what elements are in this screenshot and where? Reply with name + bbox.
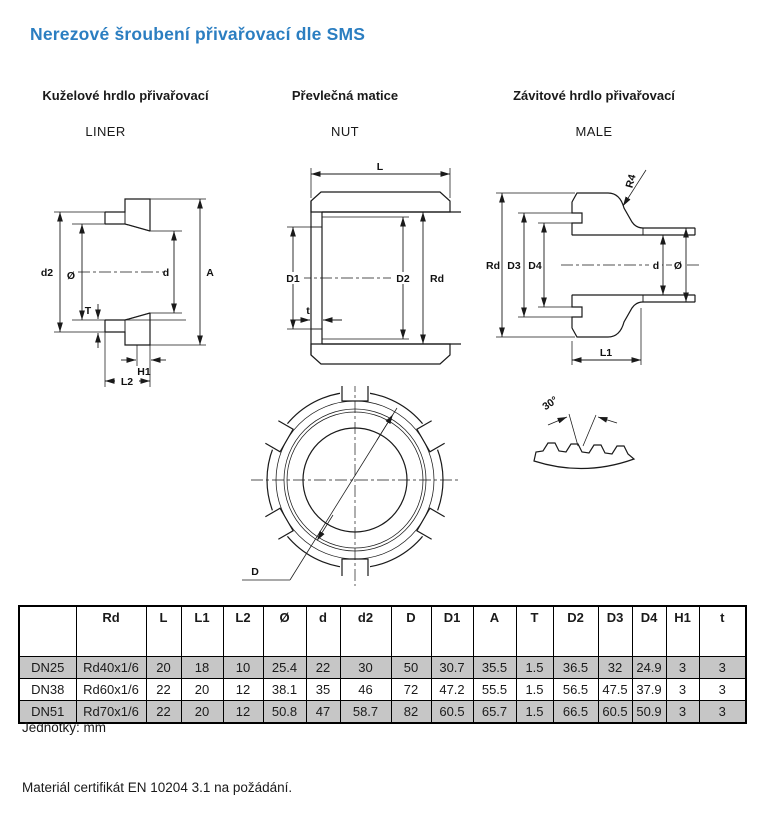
nut-front-view bbox=[240, 386, 472, 604]
table-cell: 66.5 bbox=[553, 701, 598, 724]
nut-label-rd: Rd bbox=[430, 273, 444, 285]
male-label-d3: D3 bbox=[507, 260, 521, 272]
table-cell: 46 bbox=[340, 679, 391, 701]
table-cell: 65.7 bbox=[473, 701, 516, 724]
thread-angle-arrow-left bbox=[548, 417, 567, 425]
table-row bbox=[19, 679, 746, 701]
table-row bbox=[19, 657, 746, 679]
table-cell: 1.5 bbox=[516, 701, 553, 724]
table-cell: 55.5 bbox=[473, 679, 516, 701]
table-header-cell: Ø bbox=[263, 606, 306, 657]
table-row bbox=[19, 701, 746, 724]
nut-label-t: t bbox=[306, 305, 310, 317]
liner-drawing bbox=[14, 155, 244, 400]
nut-hatch-wall-top bbox=[311, 212, 322, 227]
nut-label-d-front: D bbox=[251, 566, 259, 578]
table-cell: 3 bbox=[699, 679, 746, 701]
male-hatch-top bbox=[572, 193, 643, 235]
table-header-cell: d bbox=[306, 606, 340, 657]
table-cell: 20 bbox=[181, 701, 223, 724]
table-cell: 82 bbox=[391, 701, 431, 724]
table-cell: 56.5 bbox=[553, 679, 598, 701]
male-label-l1: L1 bbox=[599, 347, 613, 359]
table-header-cell: D1 bbox=[431, 606, 473, 657]
table-cell: 3 bbox=[666, 679, 699, 701]
male-label-dia: Ø bbox=[673, 260, 683, 272]
heading-male: Závitové hrdlo přivařovací bbox=[513, 88, 675, 103]
male-hatch-pipe-bottom bbox=[643, 295, 695, 302]
table-cell: 30.7 bbox=[431, 657, 473, 679]
table-cell: 47.2 bbox=[431, 679, 473, 701]
nut-hatch-wall-bottom bbox=[311, 329, 322, 344]
table-cell: 25.4 bbox=[263, 657, 306, 679]
table-cell: 22 bbox=[306, 657, 340, 679]
code-male: MALE bbox=[575, 124, 613, 139]
table-cell: 1.5 bbox=[516, 679, 553, 701]
table-header-cell: L1 bbox=[181, 606, 223, 657]
table-header-cell: A bbox=[473, 606, 516, 657]
liner-label-d2: d2 bbox=[40, 267, 54, 279]
table-cell: 22 bbox=[146, 701, 181, 724]
thread-profile bbox=[534, 443, 634, 469]
male-extension-lines bbox=[496, 193, 641, 365]
nut-label-l: L bbox=[376, 161, 384, 173]
table-cell: 60.5 bbox=[431, 701, 473, 724]
table-cell: 35 bbox=[306, 679, 340, 701]
table-cell: 38.1 bbox=[263, 679, 306, 701]
table-cell: 30 bbox=[340, 657, 391, 679]
table-cell: 3 bbox=[699, 657, 746, 679]
table-cell: DN51 bbox=[19, 701, 76, 724]
thread-angle-lines bbox=[569, 414, 596, 446]
nut-hatch-top bbox=[311, 192, 450, 212]
table-cell: 35.5 bbox=[473, 657, 516, 679]
thread-detail-drawing bbox=[520, 384, 700, 496]
table-header-cell: D bbox=[391, 606, 431, 657]
table-header-cell: d2 bbox=[340, 606, 391, 657]
table-cell: 58.7 bbox=[340, 701, 391, 724]
table-cell: 50 bbox=[391, 657, 431, 679]
table-header-cell: D4 bbox=[632, 606, 666, 657]
liner-label-h1: H1 bbox=[137, 366, 151, 378]
male-label-d: d bbox=[652, 260, 660, 272]
table-cell: 32 bbox=[598, 657, 632, 679]
table-cell: 36.5 bbox=[553, 657, 598, 679]
liner-hatch-flange-top bbox=[125, 199, 150, 231]
nut-label-d2: D2 bbox=[396, 273, 410, 285]
spec-table bbox=[18, 605, 747, 724]
table-cell: 20 bbox=[181, 679, 223, 701]
table-cell: 24.9 bbox=[632, 657, 666, 679]
table-header-cell: L2 bbox=[223, 606, 263, 657]
male-label-d4: D4 bbox=[528, 260, 542, 272]
code-nut: NUT bbox=[331, 124, 359, 139]
table-cell: 12 bbox=[223, 679, 263, 701]
units-note: Jednotky: mm bbox=[22, 720, 107, 735]
table-header-cell: Rd bbox=[76, 606, 146, 657]
liner-label-l2: L2 bbox=[120, 376, 134, 388]
spec-table-head-row bbox=[19, 606, 746, 657]
nut-section-drawing bbox=[283, 158, 483, 393]
table-header-cell: D2 bbox=[553, 606, 598, 657]
table-cell: 20 bbox=[146, 657, 181, 679]
table-cell: DN38 bbox=[19, 679, 76, 701]
male-label-rd: Rd bbox=[486, 260, 500, 272]
liner-extension-lines bbox=[54, 199, 206, 387]
nut-front-group bbox=[242, 386, 459, 586]
nut-d-arrow-2 bbox=[317, 515, 333, 541]
table-header-cell: H1 bbox=[666, 606, 699, 657]
page-title: Nerezové šroubení přivařovací dle SMS bbox=[30, 24, 366, 44]
table-header-cell: L bbox=[146, 606, 181, 657]
material-note: Materiál certifikát EN 10204 3.1 na požádání. bbox=[22, 780, 293, 795]
table-cell: 10 bbox=[223, 657, 263, 679]
table-cell: 47 bbox=[306, 701, 340, 724]
table-cell: 22 bbox=[146, 679, 181, 701]
liner-label-d: d bbox=[162, 267, 170, 279]
liner-hatch-flange-bottom bbox=[125, 313, 150, 345]
male-label-r4: R4 bbox=[623, 173, 639, 190]
male-hatch-bottom bbox=[572, 295, 643, 337]
table-cell: 50.8 bbox=[263, 701, 306, 724]
male-hatch-pipe-top bbox=[643, 228, 695, 235]
heading-liner: Kuželové hrdlo přivařovací bbox=[42, 88, 209, 103]
table-cell: 1.5 bbox=[516, 657, 553, 679]
nut-hatch-bottom bbox=[311, 344, 450, 364]
table-cell: 3 bbox=[699, 701, 746, 724]
table-header-cell: t bbox=[699, 606, 746, 657]
liner-hatch-tube-top bbox=[105, 212, 125, 224]
spec-table-body bbox=[19, 657, 746, 724]
liner-hatch-tube-bottom bbox=[105, 320, 125, 332]
liner-label-a: A bbox=[206, 267, 214, 279]
table-cell: 60.5 bbox=[598, 701, 632, 724]
table-cell: 50.9 bbox=[632, 701, 666, 724]
table-header-cell bbox=[19, 606, 76, 657]
table-cell: 3 bbox=[666, 657, 699, 679]
table-header-cell: D3 bbox=[598, 606, 632, 657]
liner-label-t: T bbox=[84, 305, 92, 317]
table-cell: 37.9 bbox=[632, 679, 666, 701]
thread-angle-label: 30° bbox=[540, 394, 561, 414]
table-cell: 18 bbox=[181, 657, 223, 679]
table-cell: Rd70x1/6 bbox=[76, 701, 146, 724]
nut-d-arrow-1 bbox=[377, 415, 393, 441]
code-liner: LINER bbox=[85, 124, 126, 139]
thread-angle-arrow-right bbox=[598, 417, 617, 423]
male-drawing bbox=[486, 158, 764, 383]
table-cell: 3 bbox=[666, 701, 699, 724]
table-header-cell: T bbox=[516, 606, 553, 657]
heading-nut: Převlečná matice bbox=[291, 88, 399, 103]
nut-label-d1: D1 bbox=[286, 273, 300, 285]
table-cell: 12 bbox=[223, 701, 263, 724]
table-cell: Rd60x1/6 bbox=[76, 679, 146, 701]
table-cell: DN25 bbox=[19, 657, 76, 679]
table-cell: Rd40x1/6 bbox=[76, 657, 146, 679]
table-cell: 47.5 bbox=[598, 679, 632, 701]
table-cell: 72 bbox=[391, 679, 431, 701]
liner-label-dia: Ø bbox=[66, 270, 76, 282]
